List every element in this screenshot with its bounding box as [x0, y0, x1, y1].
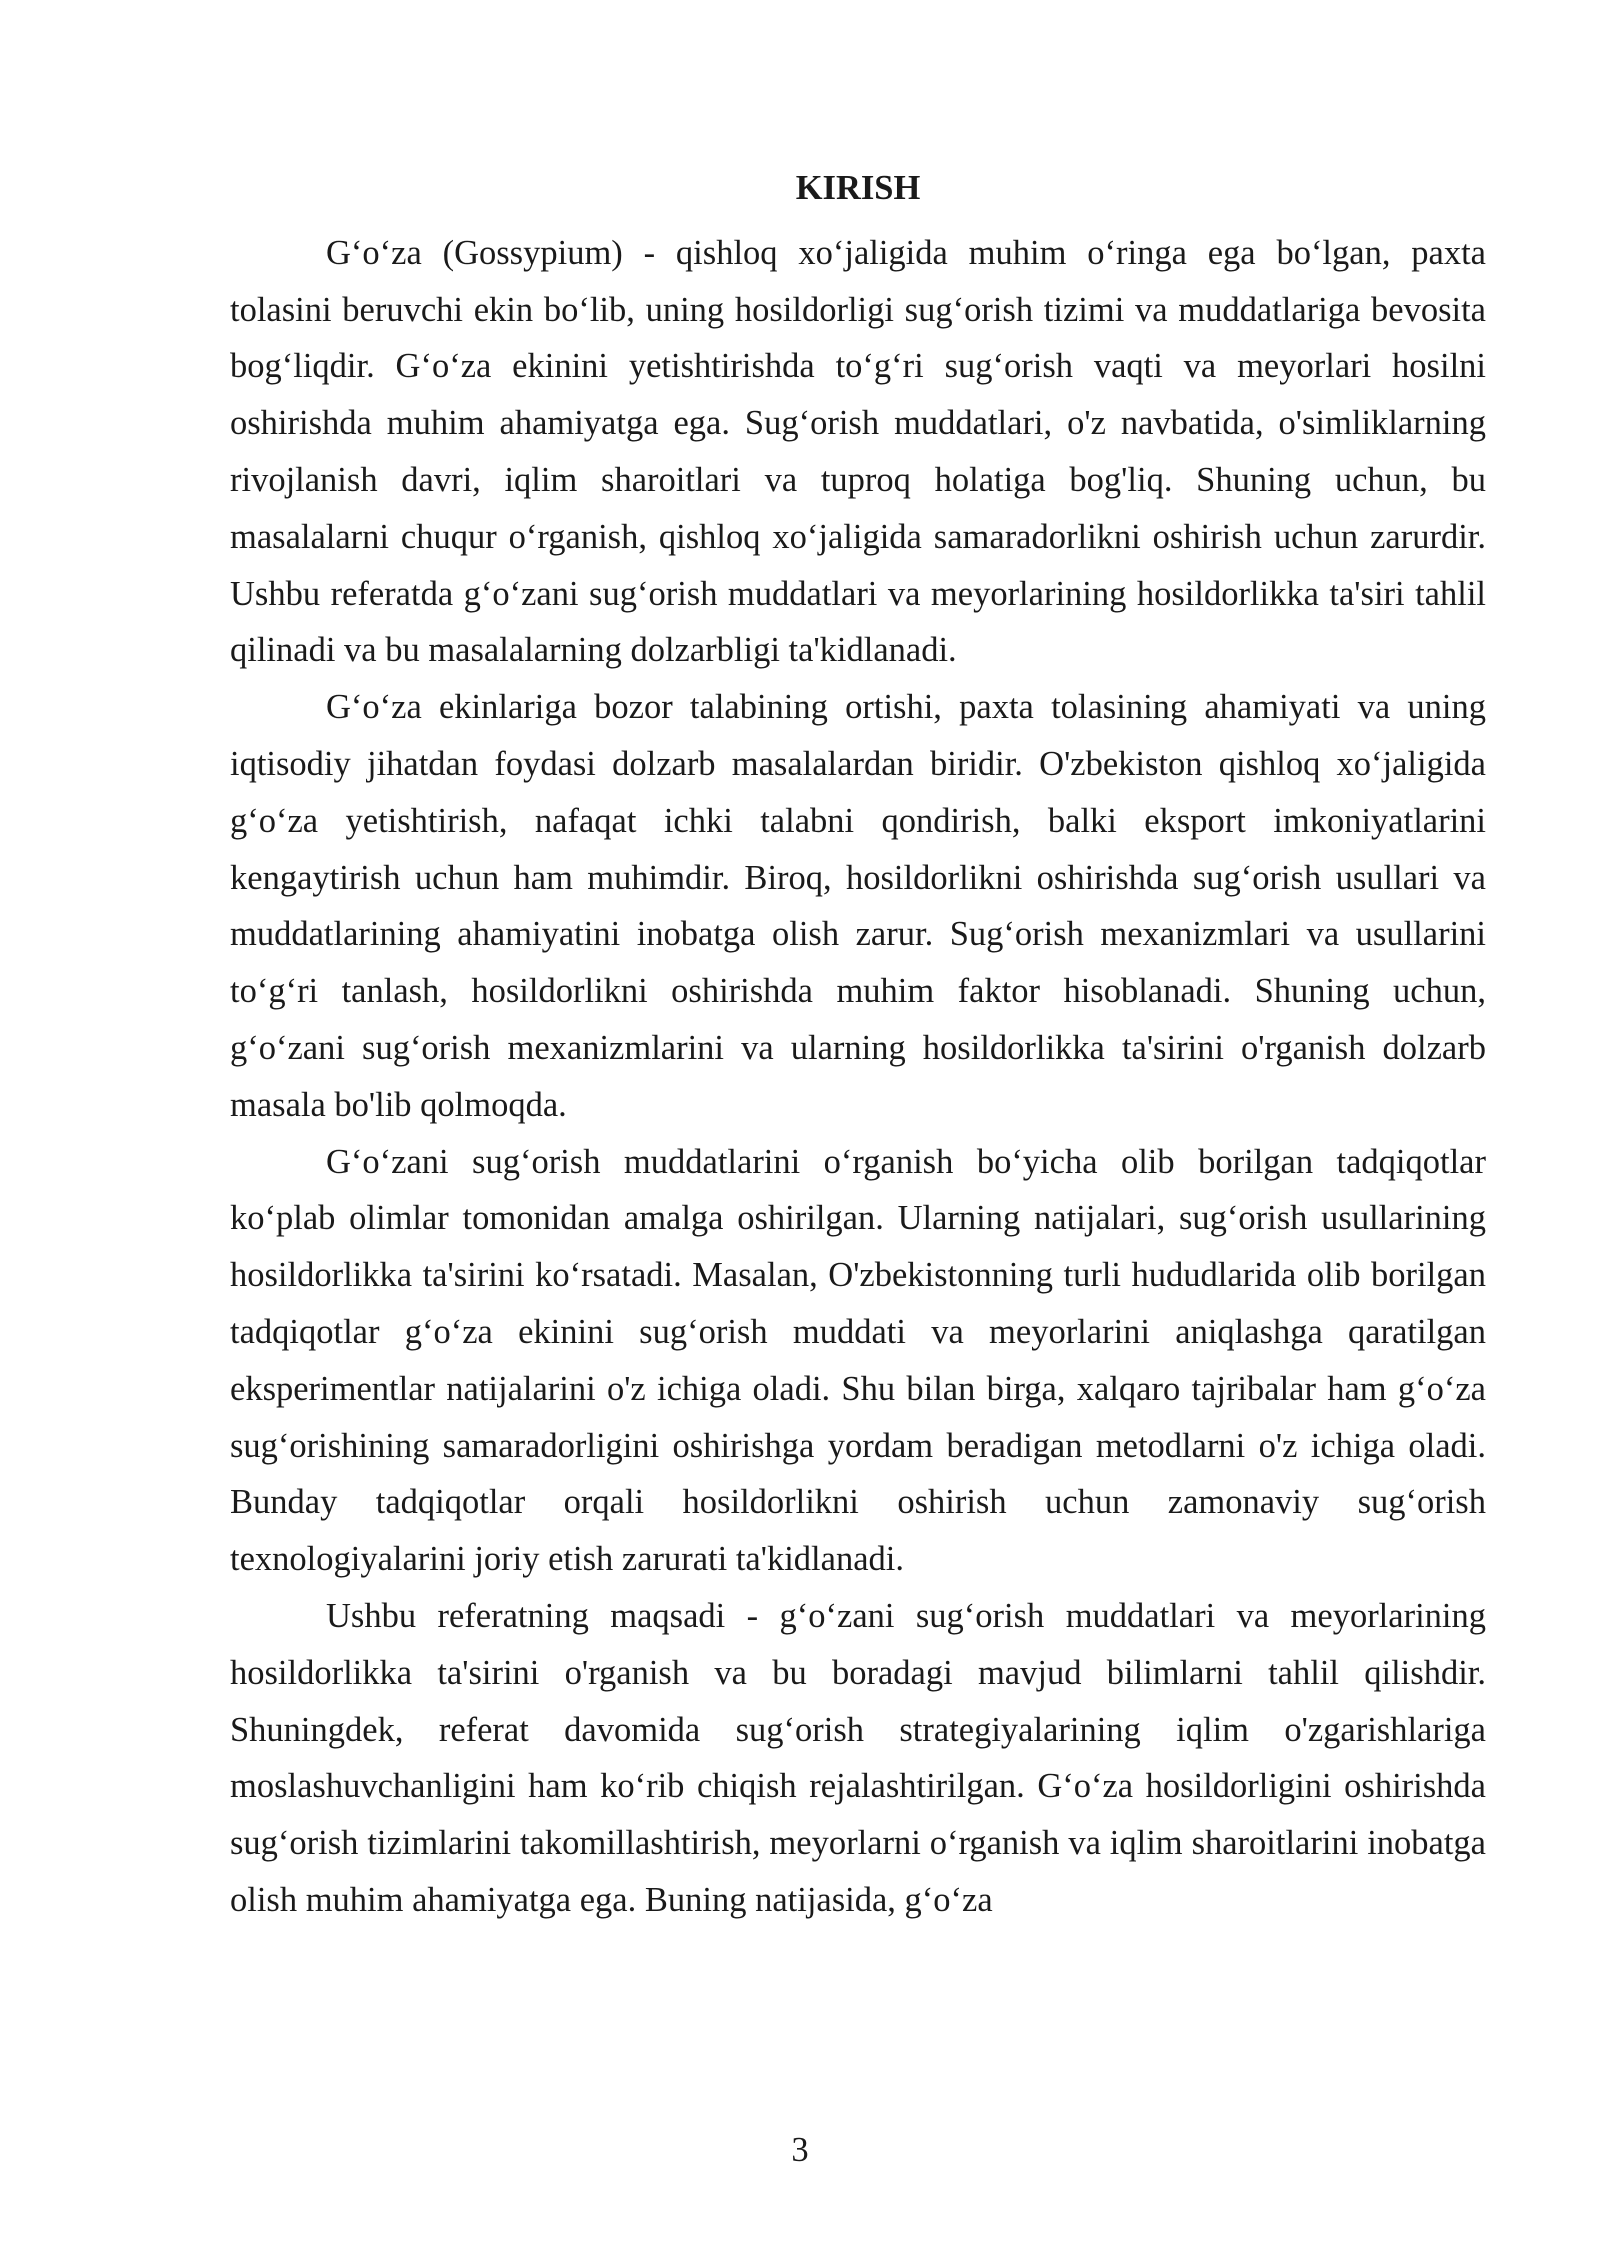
paragraph-4: Ushbu referatning maqsadi - g‘o‘zani sug‘orish muddatlari va meyorlarining hosildorlikka ta'sirini o'rganish va bu boradagi mavjud bilimlarni tahlil qilishdir. Shuningdek, referat davomida sug‘orish strategiyalarining iqlim o'zgarishlariga moslashuvchanligini ham ko‘rib chiqish rejalashtirilgan. G‘o‘za hosildorligini oshirishda sug‘orish tizimlarini takomillashtirish, meyorlarni o‘rganish va iqlim sharoitlarini inobatga olish muhim ahamiyatga ega. Buning natijasida, g‘o‘za [230, 1596, 1486, 1919]
paragraph-2: G‘o‘za ekinlariga bozor talabining ortishi, paxta tolasining ahamiyati va uning iqtisodiy jihatdan foydasi dolzarb masalalardan biridir. O'zbekiston qishloq xo‘jaligida g‘o‘za yetishtirish, nafaqat ichki talabni qondirish, balki eksport imkoniyatlarini kengaytirish uchun ham muhimdir. Biroq, hosildorlikni oshirishda sug‘orish usullari va muddatlarining ahamiyatini inobatga olish zarur. Sug‘orish mexanizmlari va usullarini to‘g‘ri tanlash, hosildorlikni oshirishda muhim faktor hisoblanadi. Shuning uchun, g‘o‘zani sug‘orish mexanizmlarini va ularning hosildorlikka ta'sirini o'rganish dolzarb masala bo'lib qolmoqda. [230, 688, 1486, 1124]
page-number: 3 [791, 2131, 809, 2169]
page-title: KIRISH [795, 169, 921, 207]
document-body [230, 160, 1486, 1929]
paragraph-1: G‘o‘za (Gossypium) - qishloq xo‘jaligida muhim o‘ringa ega bo‘lgan, paxta tolasini beruvchi ekin bo‘lib, uning hosildorligi sug‘orish tizimi va muddatlariga bevosita bog‘liqdir. G‘o‘za ekinini yetishtirishda to‘g‘ri sug‘orish vaqti va meyorlari hosilni oshirishda muhim ahamiyatga ega. Sug‘orish muddatlari, o'z navbatida, o'simliklarning rivojlanish davri, iqlim sharoitlari va tuproq holatiga bog'liq. Shuning uchun, bu masalalarni chuqur o‘rganish, qishloq xo‘jaligida samaradorlikni oshirish uchun zarurdir. Ushbu referatda g‘o‘zani sug‘orish muddatlari va meyorlarining hosildorlikka ta'siri tahlil qilinadi va bu masalalarning dolzarbligi ta'kidlanadi. [230, 233, 1486, 670]
paragraph-3: G‘o‘zani sug‘orish muddatlarini o‘rganish bo‘yicha olib borilgan tadqiqotlar ko‘plab olimlar tomonidan amalga oshirilgan. Ularning natijalari, sug‘orish usullarining hosildorlikka ta'sirini ko‘rsatadi. Masalan, O'zbekistonning turli hududlarida olib borilgan tadqiqotlar g‘o‘za ekinini sug‘orish muddati va meyorlarini aniqlashga qaratilgan eksperimentlar natijalarini o'z ichiga oladi. Shu bilan birga, xalqaro tajribalar ham g‘o‘za sug‘orishining samaradorligini oshirishga yordam beradigan metodlarni o'z ichiga oladi. Bunday tadqiqotlar orqali hosildorlikni oshirish uchun zamonaviy sug‘orish texnologiyalarini joriy etish zarurati ta'kidlanadi. [230, 1142, 1486, 1579]
